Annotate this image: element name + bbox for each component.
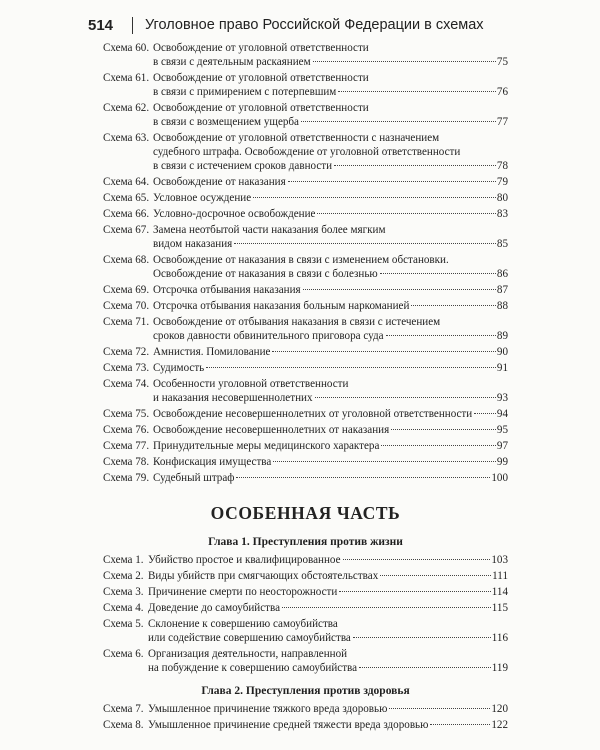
- toc-entry: [103, 131, 508, 173]
- chapter-1-list: [103, 553, 508, 675]
- scheme-label: Схема 4.: [103, 602, 144, 614]
- toc-entry: [103, 471, 508, 485]
- entry-title-line: Освобождение от уголовной ответственности с назначением: [153, 132, 440, 144]
- entry-title-line: Виды убийств при смягчающих обстоятельствах: [148, 570, 379, 582]
- page-ref: 94: [496, 408, 508, 420]
- page-ref: 77: [496, 116, 508, 128]
- scheme-label: Схема 68.: [103, 254, 150, 266]
- entry-title-line: Замена неотбытой части наказания более мягким: [153, 224, 386, 236]
- dot-leader: [389, 708, 490, 709]
- toc-entry: [103, 71, 508, 99]
- chapter-title: Глава 2. Преступления против здоровья: [201, 685, 410, 697]
- page-ref: 75: [496, 56, 508, 68]
- dot-leader: [474, 413, 496, 414]
- dot-leader: [411, 305, 496, 306]
- scheme-label: Схема 63.: [103, 132, 150, 144]
- toc-entry: [103, 702, 508, 716]
- page-ref: 80: [496, 192, 508, 204]
- dot-leader: [353, 637, 491, 638]
- page-ref: 76: [496, 86, 508, 98]
- scheme-label: Схема 76.: [103, 424, 150, 436]
- toc-entry: [103, 647, 508, 675]
- toc-entry: [103, 455, 508, 469]
- entry-title-line: Освобождение от наказания в связи с изменением обстановки.: [153, 254, 449, 266]
- scheme-label: Схема 6.: [103, 648, 144, 660]
- dot-leader: [380, 273, 496, 274]
- scheme-label: Схема 72.: [103, 346, 150, 358]
- entry-title-line: в связи с возмещением ущерба: [153, 116, 299, 128]
- page-ref: 89: [496, 330, 508, 342]
- entry-title-line: Освобождение от наказания: [153, 176, 286, 188]
- toc-entry: [103, 569, 508, 583]
- toc-entry: [103, 601, 508, 615]
- scheme-label: Схема 2.: [103, 570, 144, 582]
- dot-leader: [343, 559, 491, 560]
- page-ref: 122: [491, 719, 508, 731]
- dot-leader: [315, 397, 496, 398]
- scheme-label: Схема 64.: [103, 176, 150, 188]
- entry-title-line: Причинение смерти по неосторожности: [148, 586, 338, 598]
- entry-title-line: в связи с истечением сроков давности: [153, 160, 333, 172]
- page-ref: 85: [496, 238, 508, 250]
- page-ref: 116: [491, 632, 508, 644]
- entry-title-line: Отсрочка отбывания наказания: [153, 284, 301, 296]
- toc-entry: [103, 101, 508, 129]
- toc-entry: [103, 617, 508, 645]
- page-ref: 93: [496, 392, 508, 404]
- toc-entry: [103, 377, 508, 405]
- entry-title-line: Освобождение несовершеннолетних от наказания: [153, 424, 390, 436]
- dot-leader: [391, 429, 496, 430]
- entry-title-line: Судимость: [153, 362, 205, 374]
- scheme-label: Схема 70.: [103, 300, 150, 312]
- dot-leader: [236, 477, 490, 478]
- toc-entry: [103, 439, 508, 453]
- scheme-label: Схема 65.: [103, 192, 150, 204]
- toc-entry: [103, 191, 508, 205]
- entry-title-line: Условно-досрочное освобождение: [153, 208, 316, 220]
- scheme-label: Схема 3.: [103, 586, 144, 598]
- toc-entry: [103, 423, 508, 437]
- toc-entry: [103, 315, 508, 343]
- entry-title-line: Убийство простое и квалифицированное: [148, 554, 341, 566]
- entry-title-line: видом наказания: [153, 238, 233, 250]
- toc-entry: [103, 175, 508, 189]
- scheme-label: Схема 73.: [103, 362, 150, 374]
- entry-title-line: Отсрочка отбывания наказания больным наркоманией: [153, 300, 410, 312]
- scheme-label: Схема 75.: [103, 408, 150, 420]
- dot-leader: [339, 591, 490, 592]
- toc-entry: [103, 718, 508, 732]
- page-ref: 86: [496, 268, 508, 280]
- dot-leader: [380, 575, 491, 576]
- page-ref: 90: [496, 346, 508, 358]
- chapter-2-list: [103, 702, 508, 732]
- entry-title-line: Склонение к совершению самоубийства: [148, 618, 338, 630]
- scheme-label: Схема 74.: [103, 378, 150, 390]
- dot-leader: [317, 213, 495, 214]
- dot-leader: [430, 724, 490, 725]
- entry-title-line: Организация деятельности, направленной: [148, 648, 348, 660]
- dot-leader: [273, 461, 496, 462]
- toc-entry: [103, 253, 508, 281]
- entry-title-line: и наказания несовершеннолетних: [153, 392, 313, 404]
- entry-title-line: в связи с деятельным раскаянием: [153, 56, 311, 68]
- scheme-label: Схема 78.: [103, 456, 150, 468]
- dot-leader: [381, 445, 496, 446]
- dot-leader: [253, 197, 496, 198]
- dot-leader: [272, 351, 495, 352]
- header-divider: [132, 17, 133, 34]
- scheme-label: Схема 7.: [103, 703, 144, 715]
- dot-leader: [288, 181, 496, 182]
- scheme-label: Схема 8.: [103, 719, 144, 731]
- page-ref: 114: [491, 586, 508, 598]
- page-ref: 120: [491, 703, 508, 715]
- page-ref: 95: [496, 424, 508, 436]
- table-of-contents: [103, 41, 508, 734]
- entry-title-line: Освобождение от наказания в связи с болезнью: [153, 268, 378, 280]
- book-title: Уголовное право Российской Федерации в схемах: [145, 17, 484, 33]
- entry-title-line: Особенности уголовной ответственности: [153, 378, 349, 390]
- dot-leader: [359, 667, 491, 668]
- scheme-label: Схема 77.: [103, 440, 150, 452]
- page-ref: 97: [496, 440, 508, 452]
- toc-entry: [103, 407, 508, 421]
- toc-entry: [103, 553, 508, 567]
- page-ref: 88: [496, 300, 508, 312]
- toc-entry: [103, 345, 508, 359]
- toc-entry: [103, 585, 508, 599]
- section-title: ОСОБЕННАЯ ЧАСТЬ: [210, 503, 401, 523]
- general-part-list: [103, 41, 508, 485]
- dot-leader: [206, 367, 496, 368]
- page-number: 514: [88, 16, 114, 34]
- toc-entry: [103, 41, 508, 69]
- dot-leader: [386, 335, 496, 336]
- dot-leader: [303, 289, 496, 290]
- entry-title-line: Доведение до самоубийства: [148, 602, 281, 614]
- scheme-label: Схема 66.: [103, 208, 150, 220]
- chapter-title: Глава 1. Преступления против жизни: [208, 536, 403, 548]
- page-ref: 115: [491, 602, 508, 614]
- page-ref: 79: [496, 176, 508, 188]
- scheme-label: Схема 1.: [103, 554, 144, 566]
- entry-title-line: Освобождение от уголовной ответственности: [153, 102, 369, 114]
- page-ref: 83: [496, 208, 508, 220]
- page-ref: 100: [491, 472, 508, 484]
- entry-title-line: Освобождение от отбывания наказания в связи с истечением: [153, 316, 441, 328]
- entry-title-line: Умышленное причинение тяжкого вреда здоровью: [148, 703, 388, 715]
- scheme-label: Схема 79.: [103, 472, 150, 484]
- scheme-label: Схема 61.: [103, 72, 150, 84]
- entry-title-line: Умышленное причинение средней тяжести вреда здоровью: [148, 719, 429, 731]
- scheme-label: Схема 69.: [103, 284, 150, 296]
- page-ref: 78: [496, 160, 508, 172]
- dot-leader: [301, 121, 496, 122]
- page-ref: 91: [496, 362, 508, 374]
- scheme-label: Схема 60.: [103, 42, 150, 54]
- entry-title-line: Освобождение от уголовной ответственности: [153, 42, 369, 54]
- entry-title-line: на побуждение к совершению самоубийства: [148, 662, 358, 674]
- page-ref: 99: [496, 456, 508, 468]
- toc-entry: [103, 207, 508, 221]
- entry-title-line: Конфискация имущества: [153, 456, 272, 468]
- dot-leader: [334, 165, 496, 166]
- dot-leader: [313, 61, 496, 62]
- entry-title-line: или содействие совершению самоубийства: [148, 632, 351, 644]
- dot-leader: [338, 91, 496, 92]
- running-header: [88, 14, 510, 36]
- entry-title-line: судебного штрафа. Освобождение от уголовной ответственности: [153, 146, 461, 158]
- entry-title-line: Освобождение несовершеннолетних от уголовной ответственности: [153, 408, 473, 420]
- scheme-label: Схема 71.: [103, 316, 150, 328]
- page-ref: 87: [496, 284, 508, 296]
- dot-leader: [282, 607, 491, 608]
- page-ref: 111: [492, 570, 508, 582]
- toc-entry: [103, 283, 508, 297]
- scheme-label: Схема 5.: [103, 618, 144, 630]
- entry-title-line: сроков давности обвинительного приговора суда: [153, 330, 384, 342]
- entry-title-line: Освобождение от уголовной ответственности: [153, 72, 369, 84]
- scheme-label: Схема 62.: [103, 102, 150, 114]
- page-ref: 119: [491, 662, 508, 674]
- toc-entry: [103, 223, 508, 251]
- entry-title-line: Амнистия. Помилование: [153, 346, 271, 358]
- scheme-label: Схема 67.: [103, 224, 150, 236]
- dot-leader: [234, 243, 496, 244]
- entry-title-line: Условное осуждение: [153, 192, 252, 204]
- toc-entry: [103, 361, 508, 375]
- entry-title-line: Судебный штраф: [153, 472, 235, 484]
- entry-title-line: в связи с примирением с потерпевшим: [153, 86, 337, 98]
- toc-entry: [103, 299, 508, 313]
- entry-title-line: Принудительные меры медицинского характера: [153, 440, 380, 452]
- page-ref: 103: [491, 554, 508, 566]
